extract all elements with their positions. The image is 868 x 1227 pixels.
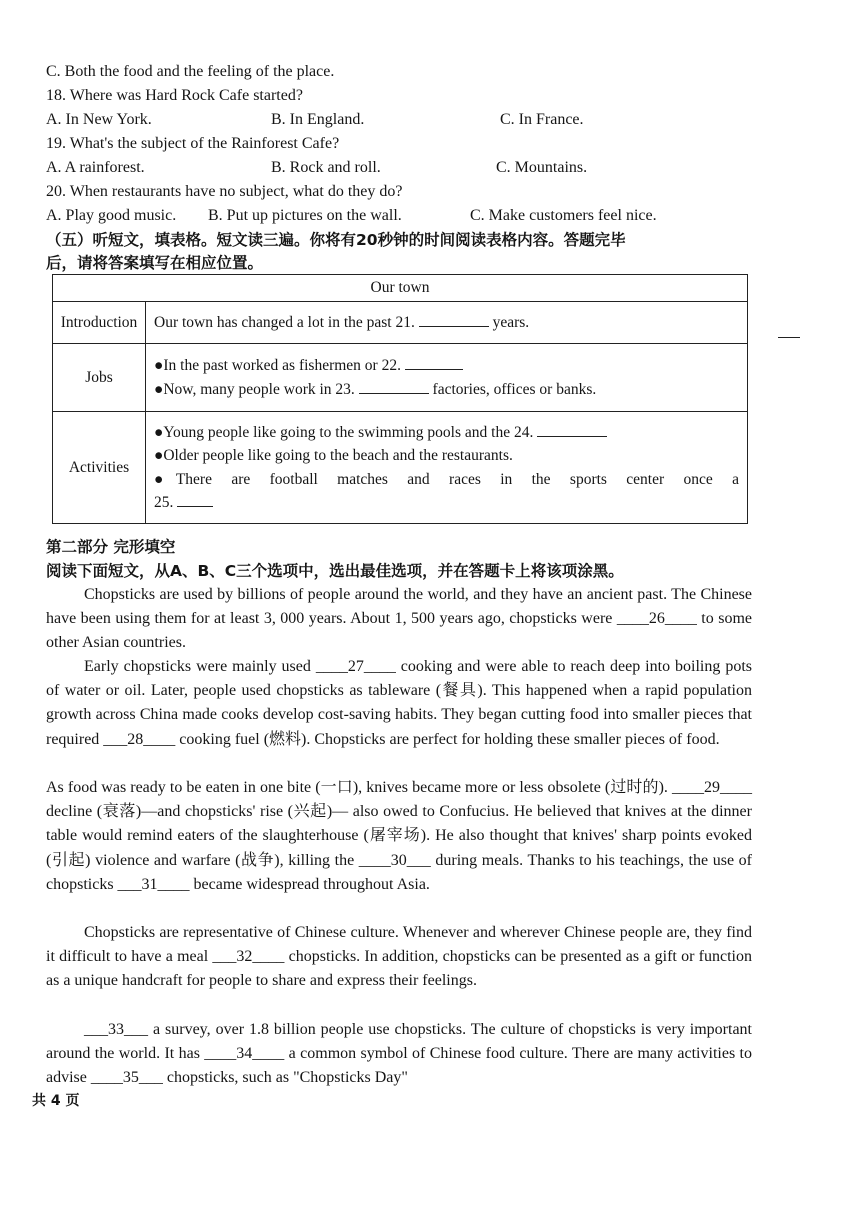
answer-blank-25[interactable] <box>177 492 213 507</box>
q19-option-c: C. Mountains. <box>496 159 588 176</box>
q17-option-c: C. Both the food and the feeling of the place. <box>46 63 335 80</box>
page-count-footer: 共 4 页 <box>32 1093 80 1109</box>
row-label-activities: Activities <box>53 412 146 524</box>
q19-option-b: B. Rock and roll. <box>271 159 381 176</box>
blank-21-suffix: years. <box>492 313 530 331</box>
passage-paragraph-1: Chopsticks are used by billions of people around the world, and they have an ancient past. The Chinese have been using them for at least 3, 000 years. About 1, 500 years ago, chopsticks were ____26____ to some other Asian countries. <box>46 586 752 652</box>
blank-22-prefix: ●In the past worked as fishermen or 22. <box>154 357 401 374</box>
passage-paragraph-4: Chopsticks are representative of Chinese culture. Whenever and wherever Chinese people are, they find it difficult to have a meal ___32____ chopsticks. In addition, chopsticks can be presented as a gift or function as a unique handcraft for people to share and express their feelings. <box>46 924 752 990</box>
row-content-introduction <box>146 302 748 344</box>
answer-blank-23[interactable] <box>359 379 429 394</box>
table-title: Our town <box>53 275 748 302</box>
table-row-introduction <box>53 302 748 344</box>
section5-instruction-line2: 后，请将答案填写在相应位置。 <box>46 254 264 272</box>
part2-heading: 第二部分 完形填空 <box>46 538 176 556</box>
our-town-table <box>52 274 748 524</box>
q20-option-c: C. Make customers feel nice. <box>470 207 657 224</box>
section5-instruction-line1: （五）听短文，填表格。短文读三遍。你将有20秒钟的时间阅读表格内容。答题完毕 <box>46 231 626 249</box>
blank-21-prefix: Our town has changed a lot in the past 21. <box>154 313 415 331</box>
row-content-jobs <box>146 344 748 412</box>
table-row-jobs <box>53 344 748 412</box>
answer-blank-22[interactable] <box>405 355 463 370</box>
q20-option-b: B. Put up pictures on the wall. <box>208 207 402 224</box>
q18-option-a: A. In New York. <box>46 111 152 128</box>
passage-paragraph-3: As food was ready to be eaten in one bite (一口), knives became more or less obsolete (过时的). ____29____ decline (衰落)—and chopsticks' rise (兴起)— also owed to Confucius. He believed that knives at the dinner table would remind eaters of the slaughterhouse (屠宰场). He also thought that knives' sharp points evoked (引起) violence and warfare (战争), killing the ____30___ during meals. Thanks to his teachings, the use of chopsticks ___31____ became widespread throughout Asia. <box>46 779 752 893</box>
sports-center-line: ●There are football matches and races in the sports center once a <box>154 470 739 488</box>
row-content-activities <box>146 412 748 524</box>
q19-stem: 19. What's the subject of the Rainforest Cafe? <box>46 135 340 152</box>
q18-stem: 18. Where was Hard Rock Cafe started? <box>46 87 303 104</box>
blank-23-prefix: ●Now, many people work in 23. <box>154 380 355 398</box>
q19-option-a: A. A rainforest. <box>46 159 145 176</box>
table-row-activities <box>53 412 748 524</box>
q18-option-c: C. In France. <box>500 111 584 128</box>
answer-blank-24[interactable] <box>537 422 607 437</box>
blank-25-prefix: 25. <box>154 494 174 511</box>
part2-instruction: 阅读下面短文，从A、B、C三个选项中，选出最佳选项，并在答题卡上将该项涂黑。 <box>46 562 624 580</box>
q20-option-a: A. Play good music. <box>46 207 177 224</box>
q18-option-b: B. In England. <box>271 111 365 128</box>
answer-blank-21[interactable] <box>419 312 489 327</box>
passage-paragraph-5: ___33___ a survey, over 1.8 billion people use chopsticks. The culture of chopsticks is very important around the world. It has ____34____ a common symbol of Chinese food culture. There are many activities to advise ____35___ chopsticks, such as "Chopsticks Day" <box>46 1021 752 1087</box>
row-label-introduction: Introduction <box>53 302 146 344</box>
blank-23-suffix: factories, offices or banks. <box>432 380 597 398</box>
row-label-jobs: Jobs <box>53 344 146 412</box>
margin-dash <box>778 337 800 338</box>
older-people-line: ●Older people like going to the beach and the restaurants. <box>154 447 513 464</box>
blank-24-prefix: ●Young people like going to the swimming pools and the 24. <box>154 423 534 441</box>
passage-paragraph-2: Early chopsticks were mainly used ____27____ cooking and were able to reach deep into boiling pots of water or oil. Later, people used chopsticks as tableware (餐具). This happened when a rapid population growth across China made cooks develop cost-saving habits. They began cutting food into smaller pieces that required ___28____ cooking fuel (燃料). Chopsticks are perfect for holding these smaller pieces of food. <box>46 658 752 748</box>
q20-stem: 20. When restaurants have no subject, what do they do? <box>46 183 403 200</box>
